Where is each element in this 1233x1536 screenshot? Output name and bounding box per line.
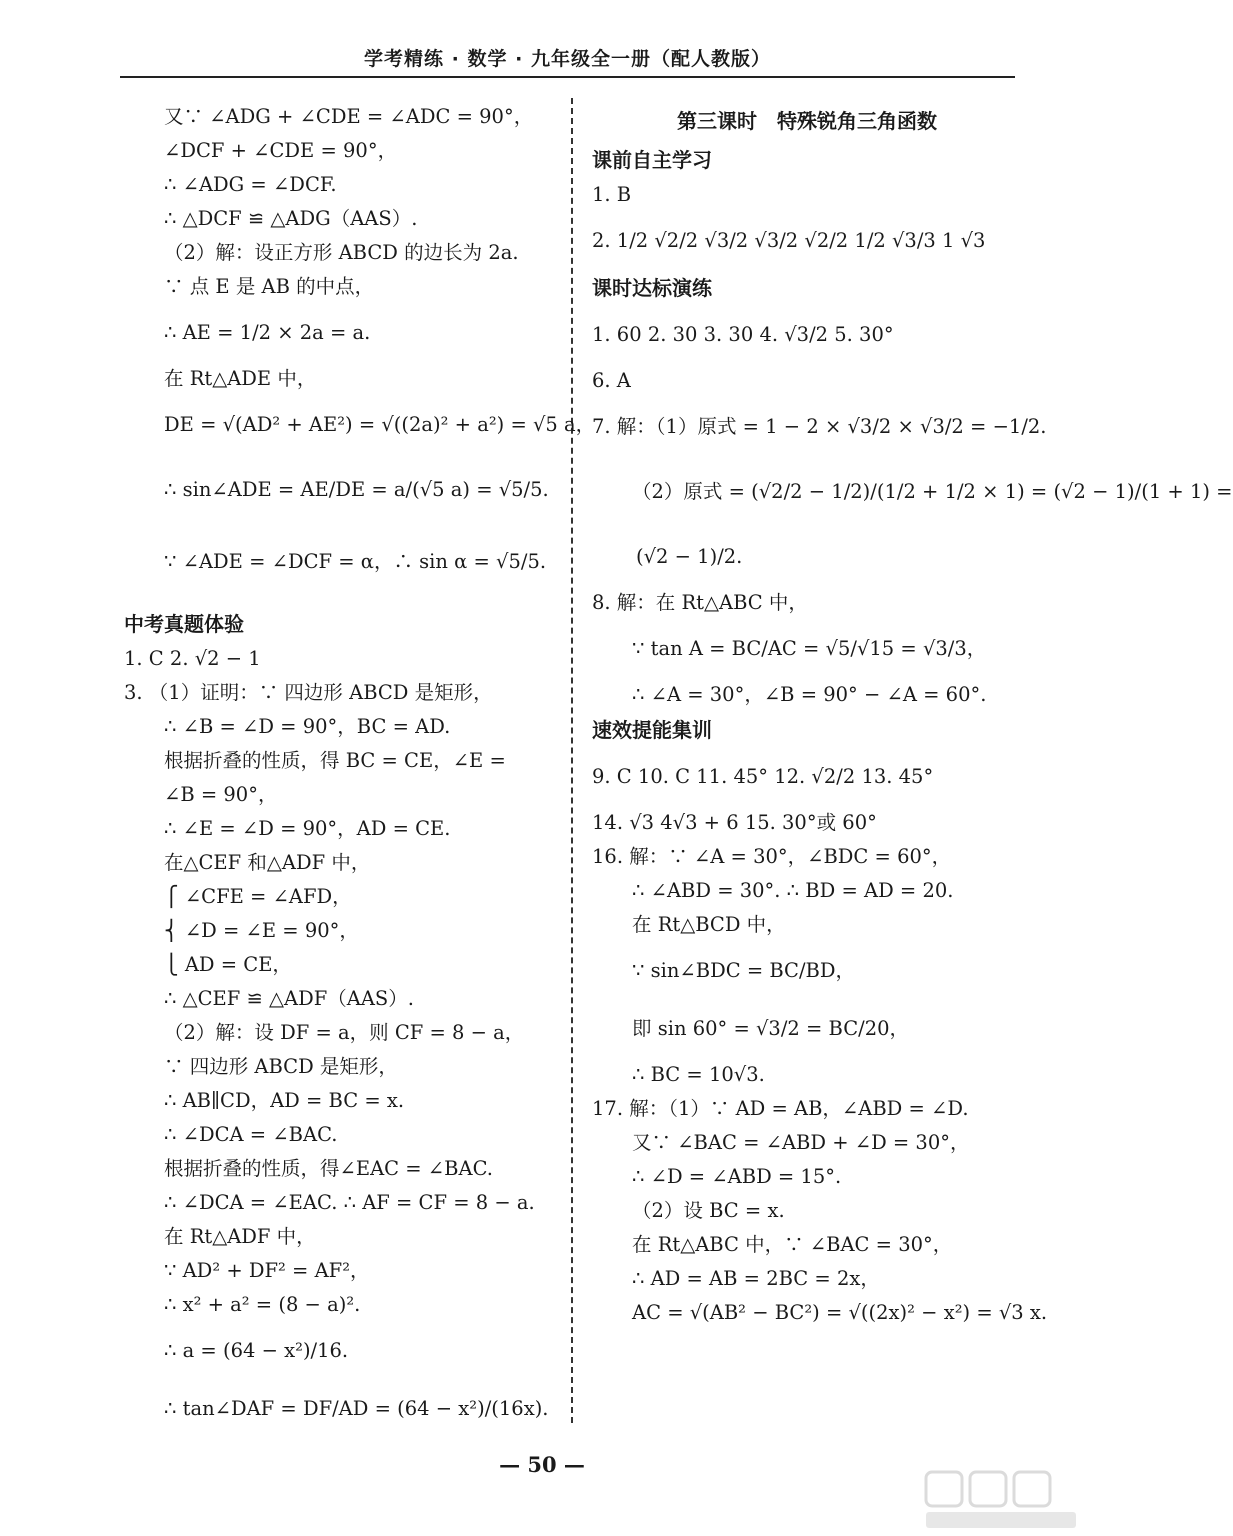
watermark-logo-icon <box>920 1468 1080 1532</box>
section-heading-practice: 课时达标演练 <box>592 276 712 300</box>
section-heading-improve: 速效提能集训 <box>592 718 712 742</box>
improve-line: 在 Rt△ABC 中，∵ ∠BAC = 30°， <box>632 1233 953 1256</box>
zhongkao-line: 在△CEF 和△ADF 中， <box>164 851 371 874</box>
left-solution-line: ∵ ∠ADE = ∠DCF = α，∴ sin α = √5/5. <box>164 550 547 573</box>
left-solution-continued <box>124 100 596 598</box>
section-heading-preclass: 课前自主学习 <box>592 148 712 172</box>
zhongkao-line: ∴ △CEF ≌ △ADF（AAS）. <box>164 987 414 1010</box>
left-solution-line: ∴ sin∠ADE = AE/DE = a/(√5 a) = √5/5. <box>164 478 549 501</box>
page-header-title: 学考精练 · 数学 · 九年级全一册（配人教版） <box>364 48 771 70</box>
header-rule <box>120 76 1015 78</box>
improve-line: 即 sin 60° = √3/2 = BC/20， <box>632 1017 910 1040</box>
practice-line: (√2 − 1)/2. <box>636 545 743 568</box>
zhongkao-line: 根据折叠的性质，得 BC = CE，∠E = <box>164 749 506 772</box>
preclass-answers <box>592 178 1022 270</box>
left-column <box>124 100 596 1438</box>
improve-line: AC = √(AB² − BC²) = √((2x)² − x²) = √3 x. <box>632 1301 1048 1324</box>
zhongkao-line: ⎩ AD = CE， <box>164 953 292 976</box>
zhongkao-line: ∴ a = (64 − x²)/16. <box>164 1339 349 1362</box>
practice-line: 6. A <box>592 369 631 392</box>
improve-line: ∴ ∠D = ∠ABD = 15°. <box>632 1165 842 1188</box>
practice-line: （2）原式 = (√2/2 − 1/2)/(1/2 + 1/2 × 1) = (√2 − 1)/(1 + 1) = <box>632 480 1233 503</box>
zhongkao-line: ∴ ∠DCA = ∠EAC. ∴ AF = CF = 8 − a. <box>164 1191 535 1214</box>
improve-line: ∴ BC = 10√3. <box>632 1063 765 1086</box>
zhongkao-line: ∴ AB∥CD，AD = BC = x. <box>164 1089 405 1112</box>
zhongkao-line: ⎧ ∠CFE = ∠AFD， <box>164 885 352 908</box>
section-heading-zhongkao: 中考真题体验 <box>124 612 244 636</box>
zhongkao-line: ∵ 四边形 ABCD 是矩形， <box>164 1055 398 1078</box>
left-solution-line: （2）解：设正方形 ABCD 的边长为 2a. <box>164 241 519 264</box>
improve-line: 9. C 10. C 11. 45° 12. √2/2 13. 45° <box>592 765 934 788</box>
improve-line: 14. √3 4√3 + 6 15. 30°或 60° <box>592 811 877 834</box>
left-solution-line: 在 Rt△ADE 中， <box>164 367 317 390</box>
practice-line: 7. 解：（1）原式 = 1 − 2 × √3/2 × √3/2 = −1/2. <box>592 415 1047 438</box>
right-column <box>592 100 1233 1330</box>
zhongkao-line: ∵ AD² + DF² = AF²， <box>164 1259 370 1282</box>
left-solution-line: DE = √(AD² + AE²) = √((2a)² + a²) = √5 a， <box>164 413 596 436</box>
zhongkao-line: （2）解：设 DF = a，则 CF = 8 − a， <box>164 1021 525 1044</box>
left-solution-line: ∵ 点 E 是 AB 的中点， <box>164 275 375 298</box>
lesson-title: 第三课时 特殊锐角三角函数 <box>677 109 937 133</box>
zhongkao-line: 1. C 2. √2 − 1 <box>124 647 261 670</box>
left-solution-line: ∠DCF + ∠CDE = 90°， <box>164 139 398 162</box>
improve-line: 16. 解：∵ ∠A = 30°，∠BDC = 60°， <box>592 845 952 868</box>
zhongkao-line: ∴ tan∠DAF = DF/AD = (64 − x²)/(16x). <box>164 1397 549 1420</box>
improve-line: ∴ AD = AB = 2BC = 2x， <box>632 1267 880 1290</box>
left-solution-line: 又∵ ∠ADG + ∠CDE = ∠ADC = 90°， <box>164 105 534 128</box>
improve-line: ∵ sin∠BDC = BC/BD， <box>632 959 856 982</box>
preclass-line: 2. 1/2 √2/2 √3/2 √3/2 √2/2 1/2 √3/3 1 √3 <box>592 229 986 252</box>
practice-line: 1. 60 2. 30 3. 30 4. √3/2 5. 30° <box>592 323 894 346</box>
zhongkao-line: 在 Rt△ADF 中， <box>164 1225 316 1248</box>
zhongkao-answers <box>124 642 554 1438</box>
improve-line: （2）设 BC = x. <box>632 1199 785 1222</box>
left-solution-line: ∴ △DCF ≌ △ADG（AAS）. <box>164 207 418 230</box>
zhongkao-line: 根据折叠的性质，得∠EAC = ∠BAC. <box>164 1157 493 1180</box>
practice-line: ∴ ∠A = 30°，∠B = 90° − ∠A = 60°. <box>632 683 987 706</box>
practice-line: 8. 解：在 Rt△ABC 中， <box>592 591 808 614</box>
left-solution-line: ∴ ∠ADG = ∠DCF. <box>164 173 337 196</box>
zhongkao-line: ∴ ∠DCA = ∠BAC. <box>164 1123 338 1146</box>
improve-answers <box>592 748 1048 1330</box>
zhongkao-line: 3. （1）证明：∵ 四边形 ABCD 是矩形， <box>124 681 493 704</box>
zhongkao-line: ⎨ ∠D = ∠E = 90°， <box>164 919 359 942</box>
preclass-line: 1. B <box>592 183 632 206</box>
practice-answers <box>592 306 1233 712</box>
zhongkao-line: ∴ ∠E = ∠D = 90°，AD = CE. <box>164 817 451 840</box>
improve-line: ∴ ∠ABD = 30°. ∴ BD = AD = 20. <box>632 879 954 902</box>
improve-line: 在 Rt△BCD 中， <box>632 913 786 936</box>
page-number: — 50 — <box>499 1452 585 1477</box>
improve-line: 又∵ ∠BAC = ∠ABD + ∠D = 30°， <box>632 1131 970 1154</box>
zhongkao-line: ∴ ∠B = ∠D = 90°，BC = AD. <box>164 715 451 738</box>
improve-line: 17. 解：（1）∵ AD = AB，∠ABD = ∠D. <box>592 1097 969 1120</box>
zhongkao-line: ∴ x² + a² = (8 − a)². <box>164 1293 361 1316</box>
practice-line: ∵ tan A = BC/AC = √5/√15 = √3/3， <box>632 637 987 660</box>
column-divider <box>571 98 573 1423</box>
zhongkao-line: ∠B = 90°， <box>164 783 278 806</box>
left-solution-line: ∴ AE = 1/2 × 2a = a. <box>164 321 371 344</box>
